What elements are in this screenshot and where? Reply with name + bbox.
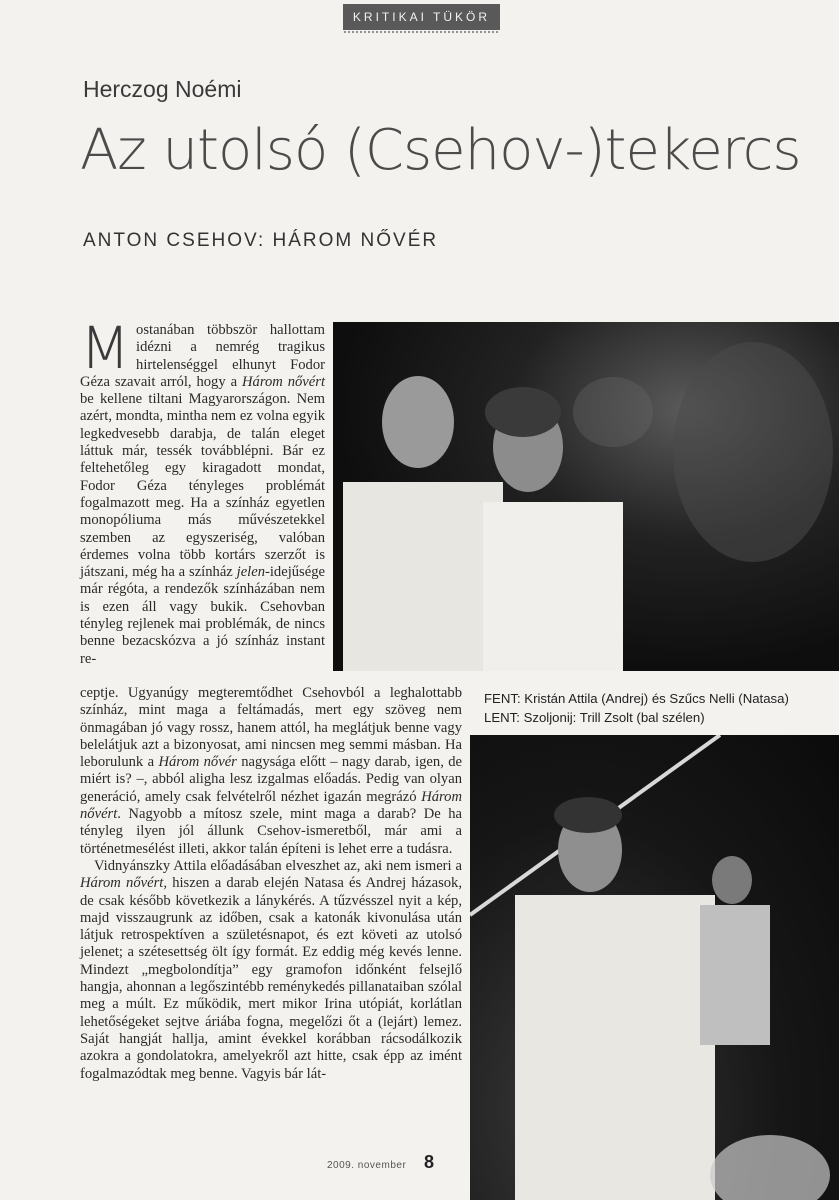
footer-date: 2009. november [327,1160,407,1171]
body-column-bottom [80,685,462,1083]
paragraph-1-continued: ceptje. Ugyanúgy megteremtődhet Csehovból a leghalottabb színház, mint maga a feltámadás, mert egy szöveg nem önmagában jó vagy rossz, hanem attól, ha meglátjuk benne vagy belelátjuk azt a bizonyosat, ami nincsen meg semmi másban. Ha leborulunk a Három nővér nagysága előtt – nagy darab, igen, de miért is? –, abból aligha lesz izgalmas előadás. Pedig van olyan generáció, amely csak felvételről nézhet igazán megrázó Három nővért. Nagyobb a mítosz szele, mint maga a darab? De ha tényleg ilyen jól állunk Csehov-ismeretből, már ami a történetmesélést illeti, akkor talán építeni is lehet erre a tudásra. [80,685,462,857]
paragraph-1: Mostanában többször hallottam idézni a nemrég tragikus hirtelenséggel elhunyt Fodor Géza szavait arról, hogy a Három nővért be kellene tiltani Magyarországon. Nem azért, mondta, mintha nem ez volna egyik legkedvesebb darabja, de talán eleget láttuk már, tessék továbblépni. Bár ez feltehetőleg egy kiragadott mondat, Fodor Géza tényleges problémát fogalmazott meg. Ha a színház egyetlen monopóliuma más művészetekkel szemben az egyszeriség, valóban érdemes volna több kortárs szerzőt is játszani, még ha a színház jelen-idejűsége már régóta, a rendezők színházában nem is ezen áll vagy bukik. Csehovban tényleg rejlenek mai problémák, de nincs benne bezacskózva a jó színház instant re- [80,314,326,667]
caption-top: FENT: Kristán Attila (Andrej) és Szűcs Nelli (Natasa) [484,691,789,706]
stage-photo-top [333,322,839,671]
body-column-top [80,314,326,668]
caption-bottom: LENT: Szoljonij: Trill Zsolt (bal szélen) [484,710,705,725]
stage-photo-top-illustration [333,322,839,671]
paragraph-2: Vidnyánszky Attila előadásában elveszhet az, aki nem ismeri a Három nővért, hiszen a darab elején Natasa és Andrej házasok, de csak később következik a lánykérés. A tűzvésszel nyit a kép, majd visszaugrunk az időben, csak a katonák kivonulása után látjuk retrospektíven a születésnapot, és ezt követi az utolsó jelenet; a szétesettség ölt így formát. Ez eddig még kevés lenne. Mindezt „megbolondítja” egy gramofon időnként felsejlő hangja, ahonnan a legőszintébb reménykedés pillanataiban szólal meg a múlt. Ez működik, mert mikor Irina utópiát, korlátlan lehetőségeket sejtve áriába fogna, megelőzi őt a (lejárt) lemez. Saját hangját hallja, amint évekkel korábban rácsodálkozik azokra a gondolatokra, amelyekről azt hitte, csak épp az imént fogalmazódtak meg benne. Vagyis bár lát- [80,857,462,1082]
author-name: Herczog Noémi [83,76,242,102]
article-subtitle: ANTON CSEHOV: HÁROM NŐVÉR [83,230,439,251]
section-label: KRITIKAI TÜKÖR [343,4,500,30]
page-number: 8 [424,1152,435,1172]
drop-cap: M [80,314,131,382]
stage-photo-bottom-illustration [470,735,839,1200]
stage-photo-bottom [470,735,839,1200]
article-title: Az utolsó (Csehov-)tekercs [80,118,801,183]
section-label-dots [343,30,500,35]
photo-caption [484,689,829,727]
